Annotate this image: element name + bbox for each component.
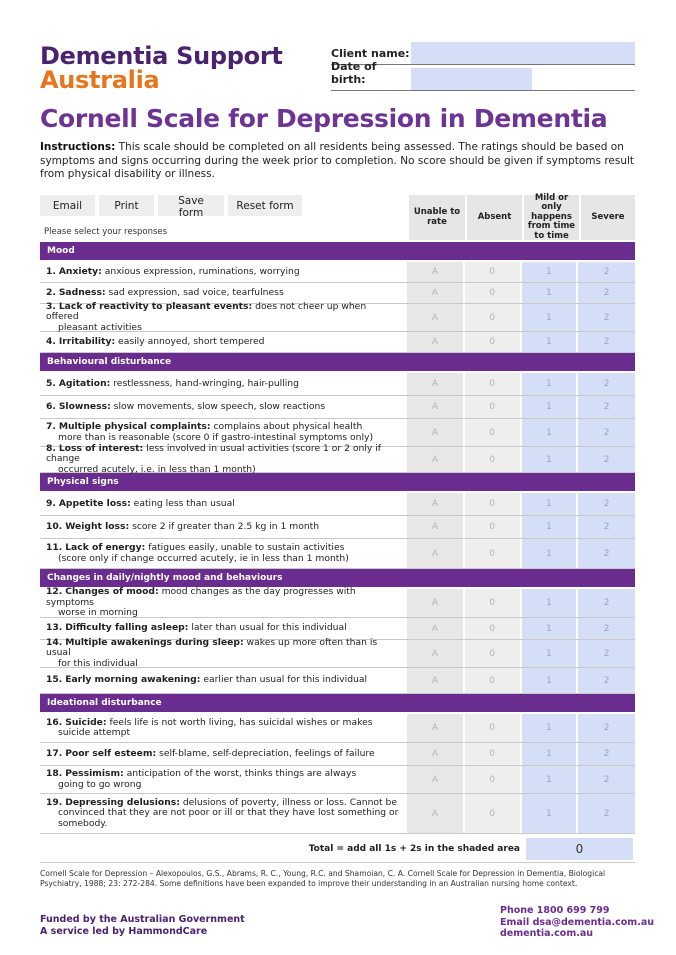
col-header-absent: Absent — [467, 195, 522, 240]
score-option-unable[interactable]: A — [407, 743, 463, 765]
col-header-mild: Mild or only happens from time to time — [524, 195, 579, 240]
score-option-absent[interactable]: 0 — [465, 493, 520, 515]
question-text — [40, 300, 407, 333]
score-option-mild[interactable]: 1 — [522, 766, 577, 793]
toolbar — [40, 195, 302, 219]
question-description: wakes up more often than is usual — [46, 636, 378, 659]
question-number: 4. — [46, 335, 56, 347]
question-number: 3. — [46, 300, 56, 312]
score-option-unable[interactable]: A — [407, 516, 463, 538]
score-option-absent[interactable]: 0 — [465, 668, 520, 693]
question-number: 11. — [46, 542, 63, 553]
score-option-mild[interactable]: 1 — [522, 262, 577, 282]
question-line — [46, 288, 401, 299]
question-label: Loss of interest: — [58, 442, 144, 454]
question-description: feels life is not worth living, has suicidal wishes or makes — [106, 716, 373, 728]
question-number: 18. — [46, 768, 63, 779]
table-row — [40, 396, 635, 419]
question-description: eating less than usual — [130, 497, 235, 509]
funding-line-2: A service led by HammondCare — [40, 926, 208, 937]
contact-phone: Phone 1800 699 799 — [500, 905, 610, 916]
question-label: Anxiety: — [58, 265, 102, 277]
section-header: Behavioural disturbance — [40, 353, 635, 373]
question-text — [40, 493, 407, 515]
question-description: less involved in usual activities (score 1 or 2 only if change — [46, 442, 382, 465]
question-label: Changes of mood: — [65, 586, 159, 598]
score-option-mild[interactable]: 1 — [522, 396, 577, 418]
score-option-unable[interactable]: A — [407, 332, 463, 352]
question-text — [40, 668, 407, 693]
score-option-absent[interactable]: 0 — [465, 714, 520, 742]
question-text — [40, 262, 407, 282]
score-option-severe[interactable]: 2 — [578, 668, 635, 693]
question-description: earlier than usual for this individual — [200, 674, 368, 686]
email-button[interactable]: Email — [40, 195, 95, 216]
score-option-unable[interactable]: A — [407, 539, 463, 568]
col-header-unable: Unable to rate — [409, 195, 465, 240]
question-line — [46, 675, 401, 686]
instructions — [40, 141, 640, 182]
score-option-mild[interactable]: 1 — [522, 743, 577, 765]
section-header: Ideational disturbance — [40, 694, 635, 714]
table-row — [40, 714, 635, 743]
question-continuation: for this individual — [58, 657, 138, 669]
question-number: 1. — [46, 265, 56, 277]
dob-label: Date of birth: — [331, 60, 377, 86]
question-number: 14. — [46, 636, 63, 648]
question-number: 10. — [46, 520, 63, 532]
score-option-absent[interactable]: 0 — [465, 396, 520, 418]
funding-info — [40, 914, 245, 938]
instructions-label: Instructions: — [40, 141, 116, 153]
question-text — [40, 396, 407, 418]
table-row — [40, 442, 635, 475]
funding-line-1: Funded by the Australian Government — [40, 914, 245, 925]
question-line — [46, 402, 401, 413]
score-option-mild[interactable]: 1 — [522, 589, 577, 617]
score-option-unable[interactable]: A — [407, 766, 463, 793]
score-option-mild[interactable]: 1 — [522, 539, 577, 568]
question-line — [46, 522, 401, 533]
question-number: 2. — [46, 286, 56, 298]
score-option-absent[interactable]: 0 — [465, 283, 520, 303]
score-option-unable[interactable]: A — [407, 283, 463, 303]
question-text — [40, 516, 407, 538]
question-text — [40, 714, 407, 742]
score-option-mild[interactable]: 1 — [522, 373, 577, 395]
question-line — [46, 499, 401, 510]
question-continuation: suicide attempt — [58, 727, 131, 738]
score-option-severe[interactable]: 2 — [578, 516, 635, 538]
score-option-unable[interactable]: A — [407, 447, 463, 472]
question-line — [46, 379, 401, 390]
question-description: fatigues easily, unable to sustain activities — [145, 542, 345, 553]
question-number: 8. — [46, 442, 56, 454]
score-option-absent[interactable]: 0 — [465, 640, 520, 667]
question-number: 5. — [46, 377, 56, 389]
score-option-severe[interactable]: 2 — [578, 283, 635, 303]
question-label: Irritability: — [58, 335, 116, 347]
score-option-mild[interactable]: 1 — [522, 447, 577, 472]
score-option-absent[interactable]: 0 — [465, 618, 520, 639]
question-number: 13. — [46, 622, 63, 634]
question-description: sad expression, sad voice, tearfulness — [105, 286, 284, 298]
question-label: Lack of energy: — [65, 542, 146, 553]
question-label: Poor self esteem: — [65, 747, 157, 759]
score-option-absent[interactable]: 0 — [465, 332, 520, 352]
score-option-severe[interactable]: 2 — [578, 493, 635, 515]
instructions-text: This scale should be completed on all residents being assessed. The ratings should be based on symptoms and signs occurring during the week prior to completion. No score should be given if symptoms result from physical disability or illness. — [40, 141, 635, 180]
score-option-mild[interactable]: 1 — [522, 493, 577, 515]
question-text — [40, 743, 407, 765]
score-option-severe[interactable]: 2 — [578, 262, 635, 282]
question-continuation: going to go wrong — [58, 778, 142, 790]
score-option-severe[interactable]: 2 — [578, 640, 635, 667]
question-description: does not cheer up when offered — [46, 300, 367, 323]
question-label: Multiple physical complaints: — [58, 421, 211, 432]
score-option-unable[interactable]: A — [407, 262, 463, 282]
question-line — [46, 444, 401, 465]
score-option-severe[interactable]: 2 — [578, 373, 635, 395]
question-description: delusions of poverty, illness or loss. Cannot be — [179, 796, 398, 808]
question-line — [46, 638, 401, 659]
score-option-severe[interactable]: 2 — [578, 447, 635, 472]
question-continuation: occurred acutely, i.e. in less than 1 month) — [58, 463, 256, 475]
total-label: Total = add all 1s + 2s in the shaded area — [308, 844, 520, 854]
question-text — [40, 442, 407, 475]
score-option-severe[interactable]: 2 — [578, 766, 635, 793]
question-text — [40, 373, 407, 395]
question-line — [46, 749, 401, 760]
score-option-unable[interactable]: A — [407, 714, 463, 742]
question-continuation: convinced that they are not poor or ill or that they have lost something or somebody. — [58, 807, 399, 829]
question-line — [46, 769, 401, 780]
question-label: Difficulty falling asleep: — [65, 622, 189, 634]
score-option-unable[interactable]: A — [407, 419, 463, 446]
score-option-mild[interactable]: 1 — [522, 618, 577, 639]
question-line — [46, 422, 401, 433]
score-option-absent[interactable]: 0 — [465, 262, 520, 282]
score-option-severe[interactable]: 2 — [578, 794, 635, 833]
question-description: easily annoyed, short tempered — [115, 335, 265, 347]
score-option-mild[interactable]: 1 — [522, 640, 577, 667]
question-line — [46, 267, 401, 278]
question-label: Slowness: — [58, 400, 111, 412]
score-option-severe[interactable]: 2 — [578, 589, 635, 617]
question-number: 16. — [46, 716, 63, 728]
contact-web[interactable]: dementia.com.au — [500, 928, 594, 939]
score-option-absent[interactable]: 0 — [465, 419, 520, 446]
score-option-mild[interactable]: 1 — [522, 283, 577, 303]
client-details — [331, 39, 635, 91]
question-line — [46, 623, 401, 634]
question-label: Suicide: — [65, 716, 107, 728]
score-option-unable[interactable]: A — [407, 794, 463, 833]
score-option-mild[interactable]: 1 — [522, 332, 577, 352]
question-number: 15. — [46, 674, 63, 686]
section-header: Changes in daily/nightly mood and behaviours — [40, 569, 635, 589]
question-label: Early morning awakening: — [65, 674, 201, 686]
score-option-severe[interactable]: 2 — [578, 419, 635, 446]
table-row — [40, 300, 635, 333]
page-title: Cornell Scale for Depression in Dementia — [40, 104, 608, 133]
score-option-unable[interactable]: A — [407, 396, 463, 418]
question-text — [40, 636, 407, 669]
question-number: 7. — [46, 421, 56, 432]
score-option-severe[interactable]: 2 — [578, 539, 635, 568]
score-option-mild[interactable]: 1 — [522, 668, 577, 693]
question-text — [40, 332, 407, 352]
contact-email[interactable]: Email dsa@dementia.com.au — [500, 916, 654, 928]
col-header-severe: Severe — [581, 195, 635, 240]
score-option-mild[interactable]: 1 — [522, 714, 577, 742]
reset-form-button[interactable]: Reset form — [228, 195, 302, 216]
table-row — [40, 332, 635, 353]
question-continuation: pleasant activities — [58, 321, 142, 333]
brand-logo — [40, 44, 283, 92]
score-option-absent[interactable]: 0 — [465, 794, 520, 833]
table-row — [40, 636, 635, 669]
question-number: 19. — [46, 796, 63, 808]
score-option-absent[interactable]: 0 — [465, 766, 520, 793]
question-label: Depressing delusions: — [65, 796, 180, 808]
table-row — [40, 586, 635, 619]
contact-info — [500, 905, 654, 940]
question-description: self-blame, self-depreciation, feelings of failure — [156, 747, 375, 759]
question-number: 6. — [46, 400, 56, 412]
brand-line-2: Australia — [40, 66, 160, 94]
table-row — [40, 668, 635, 694]
brand-line-1: Dementia Support — [40, 42, 283, 70]
score-option-unable[interactable]: A — [407, 304, 463, 331]
table-row — [40, 743, 635, 766]
question-text — [40, 794, 407, 833]
question-text — [40, 766, 407, 793]
section-header: Mood — [40, 242, 635, 262]
question-line — [46, 543, 401, 554]
question-description: score 2 if greater than 2.5 kg in 1 month — [129, 520, 320, 532]
question-continuation: more than is reasonable (score 0 if gastro-intestinal symptoms only) — [58, 431, 374, 443]
score-option-absent[interactable]: 0 — [465, 447, 520, 472]
total-row — [40, 836, 635, 863]
client-name-label: Client name: — [331, 47, 410, 60]
question-line — [46, 587, 401, 608]
question-description: slow movements, slow speech, slow reactions — [110, 400, 326, 412]
score-option-severe[interactable]: 2 — [578, 743, 635, 765]
total-value: 0 — [526, 838, 633, 860]
score-option-unable[interactable]: A — [407, 640, 463, 667]
question-label: Pessimism: — [65, 768, 124, 779]
question-description: mood changes as the day progresses with symptoms — [46, 586, 356, 608]
question-label: Appetite loss: — [58, 497, 131, 509]
question-description: anticipation of the worst, thinks things are always — [123, 768, 357, 779]
table-row — [40, 516, 635, 539]
question-label: Agitation: — [58, 377, 111, 389]
question-label: Sadness: — [58, 286, 106, 298]
score-option-absent[interactable]: 0 — [465, 516, 520, 538]
question-number: 12. — [46, 586, 63, 598]
score-option-absent[interactable]: 0 — [465, 304, 520, 331]
question-description: complains about physical health — [210, 421, 363, 432]
score-option-absent[interactable]: 0 — [465, 743, 520, 765]
question-description: anxious expression, ruminations, worrying — [101, 265, 300, 277]
section-header: Physical signs — [40, 473, 635, 493]
score-option-severe[interactable]: 2 — [578, 618, 635, 639]
dob-row — [331, 60, 635, 91]
score-option-severe[interactable]: 2 — [578, 332, 635, 352]
client-name-input[interactable] — [411, 42, 635, 64]
score-option-absent[interactable]: 0 — [465, 373, 520, 395]
question-number: 17. — [46, 747, 63, 759]
score-option-mild[interactable]: 1 — [522, 794, 577, 833]
score-option-unable[interactable]: A — [407, 668, 463, 693]
question-number: 9. — [46, 497, 56, 509]
question-line — [46, 302, 401, 323]
reference-text: Cornell Scale for Depression – Alexopoulos, G.S., Abrams, R. C., Young, R.C. and Shamoian, C. A. Cornell Scale for Depression in Dementia, Biological Psychiatry, 1988; 23: 272-284. Some definitions have been expanded to improve their understanding in an Australian nursing home context. — [40, 869, 606, 888]
table-row — [40, 373, 635, 396]
question-label: Weight loss: — [65, 520, 130, 532]
score-option-severe[interactable]: 2 — [578, 396, 635, 418]
question-continuation: worse in morning — [58, 607, 138, 619]
score-option-mild[interactable]: 1 — [522, 304, 577, 331]
table-row — [40, 262, 635, 283]
score-option-mild[interactable]: 1 — [522, 419, 577, 446]
dob-input[interactable] — [411, 68, 532, 90]
rating-table — [40, 242, 635, 834]
score-option-mild[interactable]: 1 — [522, 516, 577, 538]
question-text — [40, 586, 407, 619]
question-label: Lack of reactivity to pleasant events: — [58, 300, 253, 312]
score-option-unable[interactable]: A — [407, 493, 463, 515]
table-row — [40, 794, 635, 834]
question-continuation: (score only if change occurred acutely, ie in less than 1 month) — [58, 552, 349, 564]
score-option-unable[interactable]: A — [407, 589, 463, 617]
save-form-button[interactable]: Save form — [158, 195, 224, 216]
table-row — [40, 766, 635, 794]
score-option-severe[interactable]: 2 — [578, 304, 635, 331]
question-description: later than usual for this individual — [188, 622, 347, 634]
print-button[interactable]: Print — [99, 195, 154, 216]
select-prompt: Please select your responses — [44, 227, 168, 237]
score-option-unable[interactable]: A — [407, 618, 463, 639]
question-description: restlessness, hand-wringing, hair-pulling — [110, 377, 299, 389]
score-option-absent[interactable]: 0 — [465, 589, 520, 617]
question-line — [46, 337, 401, 348]
question-label: Multiple awakenings during sleep: — [65, 636, 244, 648]
table-row — [40, 493, 635, 516]
score-option-severe[interactable]: 2 — [578, 714, 635, 742]
table-row — [40, 539, 635, 569]
score-option-absent[interactable]: 0 — [465, 539, 520, 568]
question-text — [40, 539, 407, 568]
score-option-unable[interactable]: A — [407, 373, 463, 395]
